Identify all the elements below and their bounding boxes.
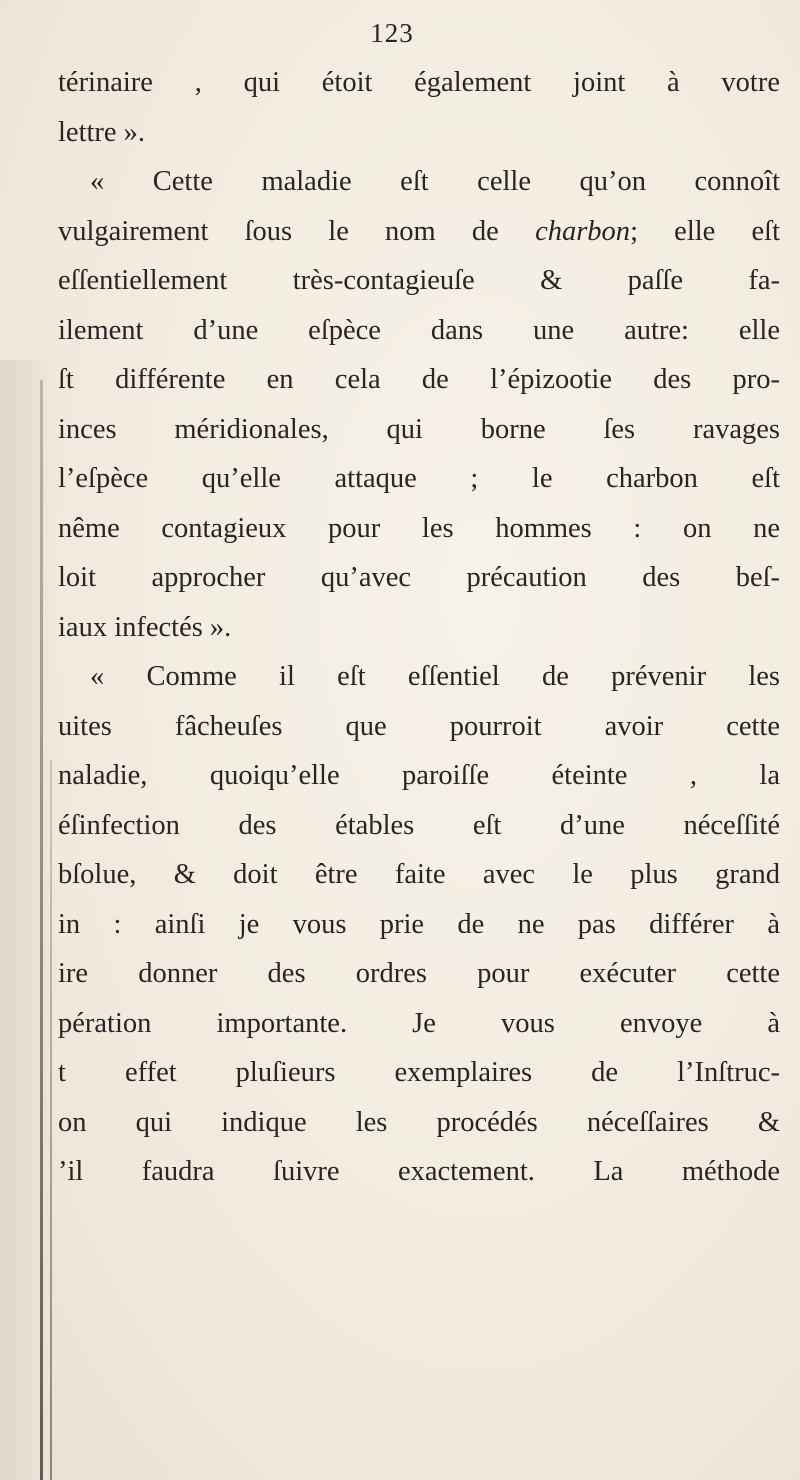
text-line [58, 207, 780, 257]
emphasis-charbon: charbon [535, 215, 631, 247]
binding-edge-inner [50, 760, 52, 1480]
text-line: éſinfection des étables eſt d’une néceſſité [58, 809, 780, 841]
page-number: 123 [370, 18, 414, 48]
text-line: ilement d’une eſpèce dans une autre: elle [58, 314, 780, 346]
text-line: t effet pluſieurs exemplaires de l’Inſtruc- [58, 1057, 780, 1088]
text-line: loit approcher qu’avec précaution des beſ- [58, 562, 780, 593]
text-line: on qui indique les procédés néceſſaires & [58, 1106, 780, 1138]
text-line: « Cette maladie eſt celle qu’on connoît [90, 166, 780, 197]
text-line: térinaire , qui étoit également joint à votre [58, 67, 780, 98]
text-line: ſt différente en cela de l’épizootie des pro- [58, 364, 780, 395]
text-line: iaux infectés ». [58, 611, 232, 643]
text-line: in : ainſi je vous prie de ne pas différer à [58, 908, 780, 940]
text-line: ire donner des ordres pour exécuter cette [58, 958, 780, 989]
text-line: « Comme il eſt eſſentiel de prévenir les [90, 661, 780, 692]
text-line: lettre ». [58, 116, 146, 148]
text-line: naladie, quoiqu’elle paroiſſe éteinte , la [58, 760, 780, 791]
body-text [58, 58, 780, 1197]
text-line: eſſentiellement très-contagieuſe & paſſe fa- [58, 265, 780, 296]
text-line: uites fâcheuſes que pourroit avoir cette [58, 710, 780, 742]
text-run: vulgairement ſous le nom de [58, 215, 499, 247]
text-line: l’eſpèce qu’elle attaque ; le charbon eſt [58, 463, 780, 494]
text-line: nême contagieux pour les hommes : on ne [58, 512, 780, 544]
text-run: ; elle eſt [630, 215, 780, 247]
text-line: inces méridionales, qui borne ſes ravages [58, 413, 780, 445]
binding-edge [40, 380, 43, 1480]
text-line: bſolue, & doit être faite avec le plus grand [58, 859, 780, 890]
text-line: pération importante. Je vous envoye à [58, 1007, 780, 1039]
text-line: ’il faudra ſuivre exactement. La méthode [58, 1156, 780, 1187]
